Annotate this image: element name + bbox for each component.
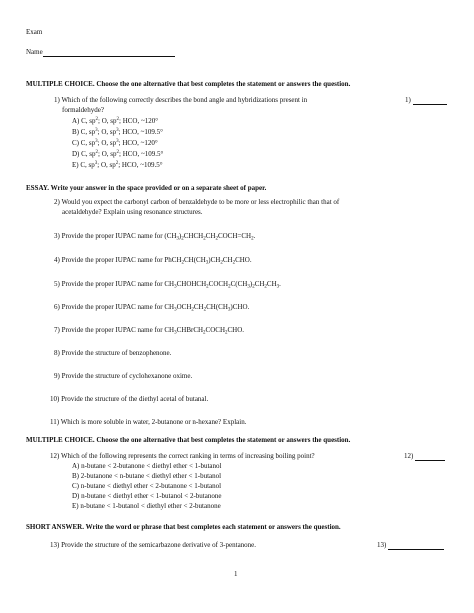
q11-text: 11) Which is more soluble in water, 2-butanone or n-hexane? Explain. xyxy=(50,418,247,426)
q12-text: 12) Which of the following represents the correct ranking in terms of increasing boiling point? xyxy=(50,452,315,460)
q12-option-c[interactable]: C) n-butane < diethyl ether < 2-butanone < 1-butanol xyxy=(72,482,222,490)
q10-text: 10) Provide the structure of the diethyl acetal of butanal. xyxy=(50,395,209,403)
name-blank[interactable] xyxy=(43,49,175,57)
q12-answer-num: 12) xyxy=(404,452,414,460)
exam-title: Exam xyxy=(26,28,43,36)
q13-answer-blank[interactable] xyxy=(388,542,444,550)
q12-option-d[interactable]: D) n-butane < diethyl ether < 1-butanol < 2-butanone xyxy=(72,492,222,500)
q1-option-e[interactable]: E) C, $sp^3$; O, $sp^2$; HCO, ~109.5° xyxy=(72,161,163,169)
name-label: Name xyxy=(26,48,43,56)
mc2-heading: MULTIPLE CHOICE. Choose the one alternative that best completes the statement or answers the question. xyxy=(26,436,351,444)
q1-text-line2: formaldehyde? xyxy=(62,106,104,114)
q1-option-b[interactable]: B) C, $sp^3$; O, $sp^3$; HCO, ~109.5° xyxy=(72,128,163,136)
q13-answer-num: 13) xyxy=(377,541,387,549)
q6-text: 6) Provide the proper IUPAC name for $CH_3OCH_2CH_2CH(CH_3)CHO$. xyxy=(54,303,250,313)
q1-option-d[interactable]: D) C, $sp^2$; O, $sp^2$; HCO, ~109.5° xyxy=(72,150,164,158)
name-field[interactable] xyxy=(26,48,175,57)
q13-text: 13) Provide the structure of the semicarbazone derivative of 3-pentanone. xyxy=(50,541,257,549)
q2-line1: 2) Would you expect the carbonyl carbon of benzaldehyde to be more or less electrophilic than that of xyxy=(54,198,340,206)
q1-answer-num: 1) xyxy=(405,96,411,104)
q1-answer[interactable] xyxy=(405,96,447,105)
page-number: 1 xyxy=(234,570,238,578)
q12-option-a[interactable]: A) n-butane < 2-butanone < diethyl ether < 1-butanol xyxy=(72,462,222,470)
q2-line2: acetaldehyde? Explain using resonance structures. xyxy=(62,208,203,216)
essay-heading: ESSAY. Write your answer in the space provided or on a separate sheet of paper. xyxy=(26,184,267,192)
q12-option-e[interactable]: E) n-butane < 1-butanol < diethyl ether < 2-butanone xyxy=(72,502,221,510)
q1-answer-blank[interactable] xyxy=(413,97,447,105)
q7-text: 7) Provide the proper IUPAC name for $CH_3CHBrCH_2COCH_2CHO$. xyxy=(54,326,245,336)
q13-answer[interactable] xyxy=(377,541,444,550)
mc1-heading: MULTIPLE CHOICE. Choose the one alternative that best completes the statement or answers the question. xyxy=(26,80,351,88)
q8-text: 8) Provide the structure of benzophenone. xyxy=(54,349,172,357)
q1-option-a[interactable]: A) C, $sp^2$; O, $sp^2$; HCO, ~120° xyxy=(72,117,159,125)
q12-answer-blank[interactable] xyxy=(415,453,445,461)
q12-answer[interactable] xyxy=(404,452,445,461)
q12-option-b[interactable]: B) 2-butanone < n-butane < diethyl ether < 1-butanol xyxy=(72,472,222,480)
q1-text-line1: 1) Which of the following correctly describes the bond angle and hybridizations present in xyxy=(54,96,308,104)
q3-text: 3) Provide the proper IUPAC name for $(CH_3)_2CHCH_2CH_2COCH=CH_2$. xyxy=(54,232,256,242)
q4-text: 4) Provide the proper IUPAC name for $PhCH_2CH(CH_3)CH_2CH_2CHO$. xyxy=(54,256,252,266)
q9-text: 9) Provide the structure of cyclohexanone oxime. xyxy=(54,372,193,380)
q1-option-c[interactable]: C) C, $sp^3$; O, $sp^3$; HCO, ~120° xyxy=(72,139,158,147)
sa-heading: SHORT ANSWER. Write the word or phrase that best completes each statement or answers the question. xyxy=(26,523,341,531)
q5-text: 5) Provide the proper IUPAC name for $CH_3CHOHCH_2COCH_2C(CH_3)_2CH_2CH_3$. xyxy=(54,280,281,290)
